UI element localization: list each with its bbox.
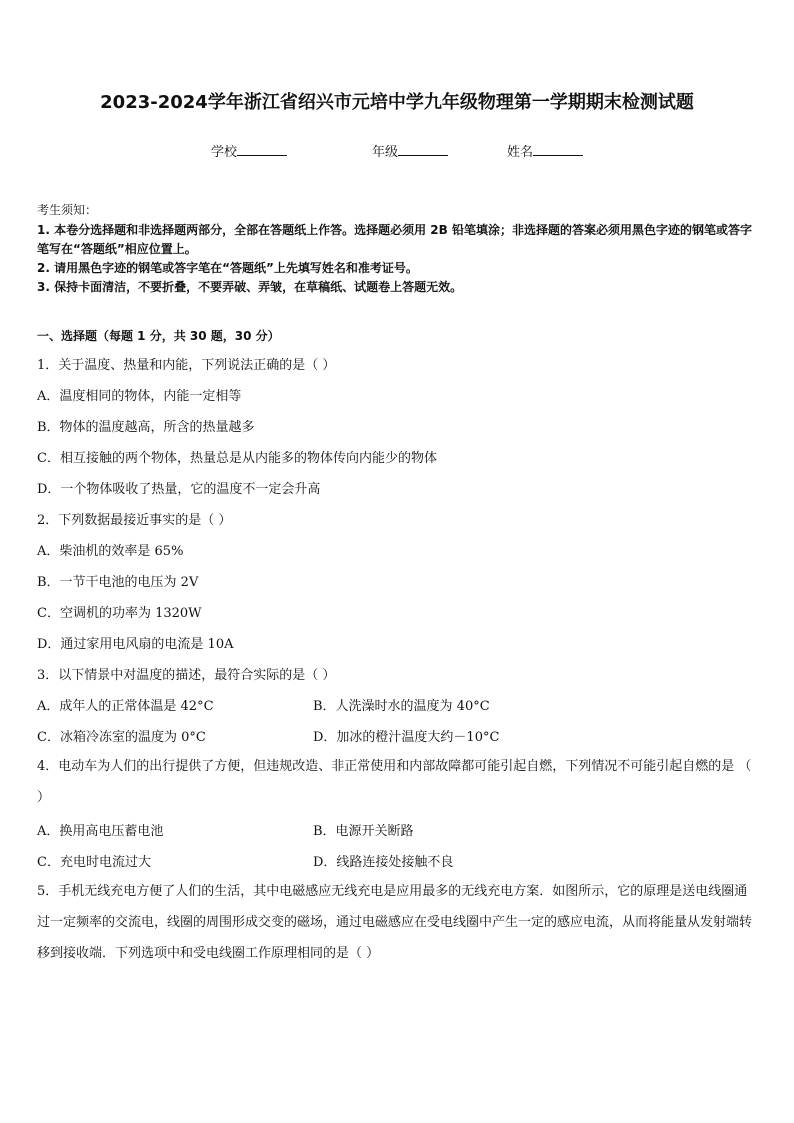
- name-field: [507, 141, 583, 160]
- notice-heading: 考生须知：: [37, 203, 98, 217]
- name-blank: [533, 143, 583, 156]
- notice-item-3: 3. 保持卡面清洁，不要折叠，不要弄破、弄皱，在草稿纸、试题卷上答题无效。: [37, 280, 463, 294]
- notice-block: [37, 221, 759, 297]
- q4-stem: 4．电动车为人们的出行提供了方便，但违规改造、非正常使用和内部故障都可能引起自燃，下列情况不可能引起自燃的是 （ ）: [37, 759, 752, 805]
- q1-option-b: B．物体的温度越高，所含的热量越多: [37, 420, 255, 435]
- grade-label: 年级: [372, 145, 399, 160]
- q2-option-d: D．通过家用电风扇的电流是 10A: [37, 637, 234, 652]
- page-title: 2023-2024学年浙江省绍兴市元培中学九年级物理第一学期期末检测试题: [100, 92, 694, 113]
- q1-option-a: A．温度相同的物体，内能一定相等: [37, 389, 242, 404]
- q1-stem: 1．关于温度、热量和内能，下列说法正确的是（ ）: [37, 358, 336, 373]
- q1-option-d: D．一个物体吸收了热量，它的温度不一定会升高: [37, 482, 321, 497]
- notice-item-2: 2. 请用黑色字迹的钢笔或答字笔在“答题纸”上先填写姓名和准考证号。: [37, 261, 418, 275]
- q2-stem: 2．下列数据最接近事实的是（ ）: [37, 513, 232, 528]
- q3-option-a: A．成年人的正常体温是 42°C: [37, 699, 214, 714]
- grade-field: [372, 141, 448, 160]
- school-field: [211, 141, 287, 160]
- q4-option-a: A．换用高电压蓄电池: [37, 824, 164, 839]
- q2-option-a: A．柴油机的效率是 65%: [37, 544, 184, 559]
- grade-blank: [398, 143, 448, 156]
- q4-option-c: C．充电时电流过大: [37, 855, 151, 870]
- q1-option-c: C．相互接触的两个物体，热量总是从内能多的物体传向内能少的物体: [37, 451, 437, 466]
- q3-option-b: B．人洗澡时水的温度为 40°C: [313, 699, 490, 714]
- notice-item-1: 1. 本卷分选择题和非选择题两部分，全部在答题纸上作答。选择题必须用 2B 铅笔填涂；非选择题的答案必须用黑色字迹的钢笔或答字笔写在“答题纸”相应位置上。: [37, 223, 752, 256]
- q3-stem: 3．以下情景中对温度的描述，最符合实际的是（ ）: [37, 668, 336, 683]
- q4-option-b: B．电源开关断路: [313, 824, 414, 839]
- q2-option-b: B．一节干电池的电压为 2V: [37, 575, 199, 590]
- school-label: 学校: [211, 145, 238, 160]
- school-blank: [237, 143, 287, 156]
- name-label: 姓名: [507, 145, 534, 160]
- q3-option-c: C．冰箱冷冻室的温度为 0°C: [37, 730, 206, 745]
- section-heading: 一、选择题（每题 1 分，共 30 题，30 分）: [37, 329, 280, 343]
- q5-stem: 5．手机无线充电方便了人们的生活，其中电磁感应无线充电是应用最多的无线充电方案．如图所示，它的原理是送电线圈通过一定频率的交流电，线圈的周围形成交变的磁场，通过电磁感应在受电线圈中产生一定的感应电流，从而将能量从发射端转移到接收端．下列选项中和受电线圈工作原理相同的是（ ）: [37, 884, 753, 961]
- q2-option-c: C．空调机的功率为 1320W: [37, 606, 202, 621]
- q3-option-d: D．加冰的橙汁温度大约－10°C: [313, 730, 500, 745]
- q4-option-d: D．线路连接处接触不良: [313, 855, 454, 870]
